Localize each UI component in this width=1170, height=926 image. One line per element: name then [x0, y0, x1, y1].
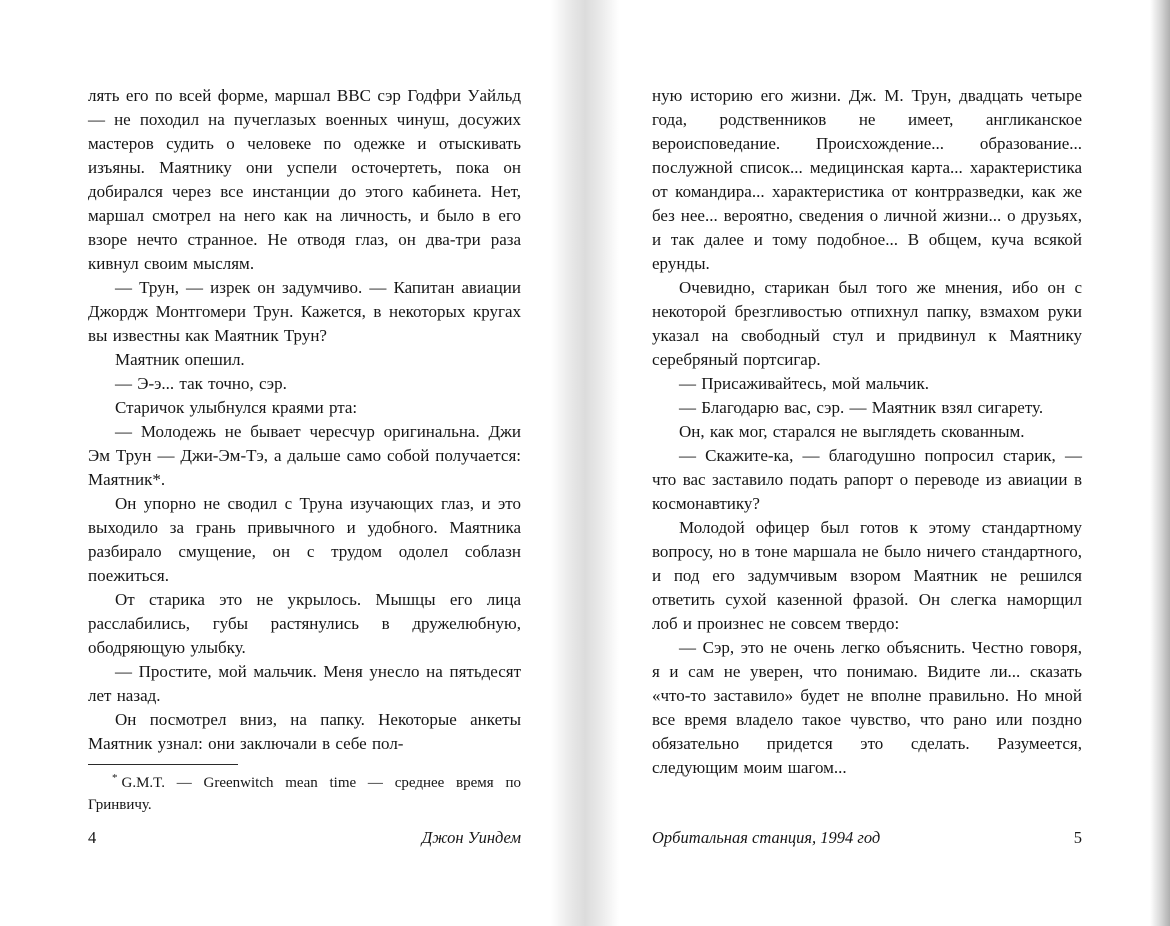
- paragraph: — Скажите-ка, — благодушно попросил старик, — что вас заставило подать рапорт о переводе из авиации в космонавтику?: [652, 446, 1082, 513]
- page-number-right: 5: [1073, 828, 1082, 847]
- footnote-area: [88, 764, 521, 816]
- running-footer-title: Орбитальная станция, 1994 год: [652, 828, 881, 847]
- paragraph: — Сэр, это не очень легко объяснить. Честно говоря, я и сам не уверен, что понимаю. Видите ли... сказать «что-то заставило» будет не вполне правильно. Но мной все время владело такое чувство, что рано или поздно обязательно придется это сделать. Разумеется, следующим моим шагом...: [652, 638, 1082, 777]
- footnote-text: [88, 772, 521, 816]
- page-number-left: 4: [88, 828, 97, 847]
- page-left-text: [88, 84, 521, 756]
- page-left-content: [88, 84, 521, 816]
- paragraph: — Молодежь не бывает чересчур оригинальна. Джи Эм Трун — Джи-Эм-Тэ, а дальше само собой получается: Маятник*.: [88, 422, 521, 489]
- page-right-text: [652, 84, 1082, 780]
- paragraph: — Благодарю вас, сэр. — Маятник взял сигарету.: [679, 398, 1044, 417]
- paragraph: От старика это не укрылось. Мышцы его лица расслабились, губы растянулись в дружелюбную, ободряющую улыбку.: [88, 590, 521, 657]
- book-page-right: [585, 0, 1170, 926]
- page-right-content: [652, 84, 1082, 780]
- running-footer-author: Джон Уиндем: [421, 828, 521, 847]
- page-right-footer: [652, 828, 1082, 848]
- paragraph: Маятник опешил.: [115, 350, 245, 369]
- page-left-footer: [88, 828, 521, 848]
- paragraph: Он, как мог, старался не выглядеть скованным.: [679, 422, 1025, 441]
- footnote-rule: [88, 764, 238, 765]
- footnote-marker: *: [112, 772, 118, 784]
- paragraph: Молодой офицер был готов к этому стандартному вопросу, но в тоне маршала не было ничего стандартного, и под его задумчивым взором Маятник не решился ответить сухой казенной фразой. Он слегка наморщил лоб и произнес не совсем твердо:: [652, 518, 1082, 633]
- paragraph: — Э-э... так точно, сэр.: [115, 374, 287, 393]
- paragraph: Он упорно не сводил с Труна изучающих глаз, и это выходило за грань привычного и удобного. Маятника разбирало смущение, он с трудом одолел соблазн поежиться.: [88, 494, 521, 585]
- paragraph: лять его по всей форме, маршал ВВС сэр Годфри Уайльд — не походил на пучеглазых военных чинуш, досужих мастеров судить о человеке по одежке и отыскивать изъяны. Маятнику они успели осточертеть, пока он добирался через все инстанции до этого кабинета. Нет, маршал смотрел на него как на личность, и было в его взоре нечто странное. Не отводя глаз, он два-три раза кивнул своим мыслям.: [88, 86, 521, 273]
- paragraph: — Присаживайтесь, мой мальчик.: [679, 374, 929, 393]
- paragraph: ную историю его жизни. Дж. М. Трун, двадцать четыре года, родственников не имеет, англиканское вероисповедание. Происхождение... образование... послужной список... медицинская карта... характеристика от командира... характеристика от контрразведки, как же без нее... вероятно, сведения о личной жизни... о друзьях, и так далее и тому подобное... В общем, куча всякой ерунды.: [652, 86, 1082, 273]
- paragraph: — Трун, — изрек он задумчиво. — Капитан авиации Джордж Монтгомери Трун. Кажется, в некоторых кругах вы известны как Маятник Трун?: [88, 278, 521, 345]
- paragraph: Старичок улыбнулся краями рта:: [115, 398, 358, 417]
- footnote-body: G.M.T. — Greenwitch mean time — среднее время по Гринвичу.: [88, 775, 521, 813]
- paragraph: — Простите, мой мальчик. Меня унесло на пятьдесят лет назад.: [88, 662, 521, 705]
- paragraph: Очевидно, старикан был того же мнения, ибо он с некоторой брезгливостью отпихнул папку, взмахом руки указал на свободный стул и придвинул к Маятнику серебряный портсигар.: [652, 278, 1082, 369]
- paragraph: Он посмотрел вниз, на папку. Некоторые анкеты Маятник узнал: они заключали в себе пол-: [88, 710, 521, 753]
